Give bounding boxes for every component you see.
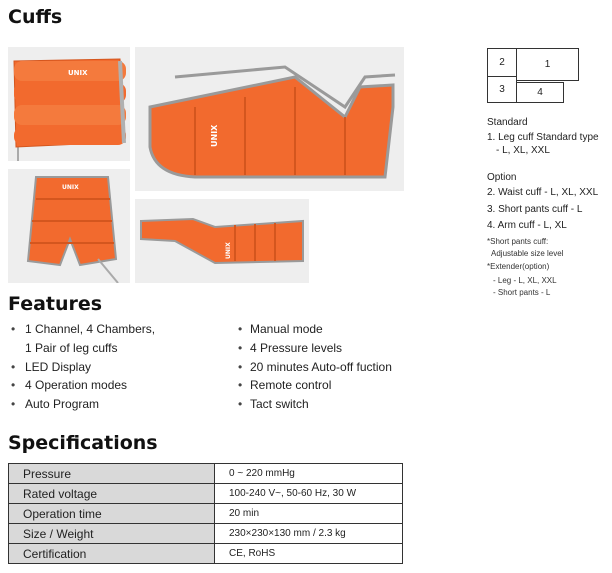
feature-item: 1 Channel, 4 Chambers, xyxy=(25,322,156,336)
table-row xyxy=(9,544,403,564)
features-title: Features xyxy=(8,293,103,315)
specifications-title: Specifications xyxy=(8,432,158,454)
specifications-table xyxy=(8,463,403,564)
bullet-icon: • xyxy=(238,322,243,336)
spec-label: Pressure xyxy=(9,464,215,484)
spec-label: Size / Weight xyxy=(9,524,215,544)
feature-item: 20 minutes Auto-off fuction xyxy=(250,360,392,374)
feature-item: Manual mode xyxy=(250,322,323,336)
bullet-icon: • xyxy=(11,322,16,336)
brand-mark: UNIX xyxy=(62,184,79,191)
option-item: 4. Arm cuff - L, XL xyxy=(487,220,567,231)
option-note: - Leg - L, XL, XXL xyxy=(493,276,557,285)
cuffs-title: Cuffs xyxy=(8,6,63,28)
spec-value: 0 ~ 220 mmHg xyxy=(215,464,403,484)
feature-item: 1 Pair of leg cuffs xyxy=(25,341,118,355)
table-row xyxy=(9,504,403,524)
bullet-icon: • xyxy=(11,378,16,392)
feature-item: 4 Pressure levels xyxy=(250,341,343,355)
table-row xyxy=(9,524,403,544)
bullet-icon: • xyxy=(11,360,16,374)
option-note: *Short pants cuff: xyxy=(487,237,549,246)
feature-item: LED Display xyxy=(25,360,92,374)
option-heading: Option xyxy=(487,172,517,183)
bullet-icon: • xyxy=(11,397,16,411)
option-note: - Short pants - L xyxy=(493,288,551,297)
standard-heading: Standard xyxy=(487,117,528,128)
spec-label: Rated voltage xyxy=(9,484,215,504)
spec-value: 100-240 V~, 50-60 Hz, 30 W xyxy=(215,484,403,504)
brand-mark: UNIX xyxy=(225,242,232,259)
brand-mark: UNIX xyxy=(210,124,219,147)
short-pants-cuff-photo xyxy=(8,169,130,283)
bullet-icon: • xyxy=(238,397,243,411)
bullet-icon: • xyxy=(238,360,243,374)
feature-item: 4 Operation modes xyxy=(25,378,128,392)
standard-item: - L, XL, XXL xyxy=(496,145,550,156)
waist-cuff-photo xyxy=(8,47,130,161)
legend-box-1: 1 xyxy=(516,48,579,81)
spec-value: 20 min xyxy=(215,504,403,524)
option-note: *Extender(option) xyxy=(487,262,550,271)
option-note: Adjustable size level xyxy=(491,249,564,258)
feature-item: Auto Program xyxy=(25,397,100,411)
spec-value: 230×230×130 mm / 2.3 kg xyxy=(215,524,403,544)
leg-cuff-photo xyxy=(135,47,404,191)
legend-box-4: 4 xyxy=(516,82,564,103)
spec-label: Certification xyxy=(9,544,215,564)
feature-item: Remote control xyxy=(250,378,332,392)
table-row xyxy=(9,484,403,504)
bullet-icon: • xyxy=(238,341,243,355)
spec-label: Operation time xyxy=(9,504,215,524)
brand-mark: UNIX xyxy=(68,69,88,77)
option-item: 2. Waist cuff - L, XL, XXL xyxy=(487,187,599,198)
standard-item: 1. Leg cuff Standard type xyxy=(487,132,599,143)
arm-cuff-photo xyxy=(135,199,309,283)
bullet-icon: • xyxy=(238,378,243,392)
legend-box-3: 3 xyxy=(487,76,517,103)
table-row xyxy=(9,464,403,484)
legend-box-2: 2 xyxy=(487,48,517,77)
option-item: 3. Short pants cuff - L xyxy=(487,204,583,215)
spec-value: CE, RoHS xyxy=(215,544,403,564)
feature-item: Tact switch xyxy=(250,397,309,411)
